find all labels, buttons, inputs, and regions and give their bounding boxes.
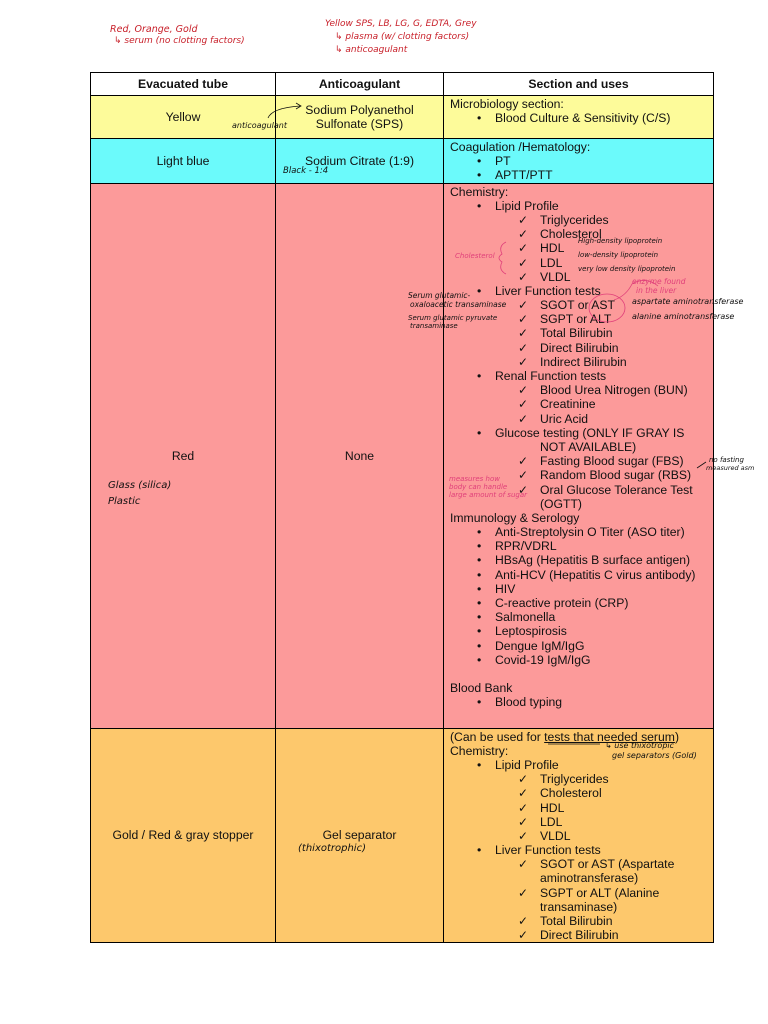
use-bullet-item xyxy=(450,843,713,857)
use-bullet-item xyxy=(450,168,713,182)
use-text: NOT AVAILABLE) xyxy=(540,439,637,454)
section-heading xyxy=(450,185,713,199)
note-black-ratio: Black - 1:4 xyxy=(283,166,329,176)
use-bullet-item xyxy=(450,426,713,440)
use-text: (Can be used for xyxy=(450,729,545,744)
use-text: Total Bilirubin xyxy=(540,914,613,928)
use-text: Triglycerides xyxy=(540,772,609,787)
anticoagulant-none: None xyxy=(276,183,444,728)
use-text: Glucose testing (ONLY IF GRAY IS xyxy=(495,425,685,440)
anticoagulant-citrate: Sodium Citrate (1:9) xyxy=(276,139,444,184)
uses-yellow xyxy=(444,96,714,139)
use-text: transaminase) xyxy=(540,899,618,914)
use-check-item xyxy=(450,801,713,815)
use-text: Lipid Profile xyxy=(495,198,559,213)
anticoagulant-sps-line2: Sulfonate (SPS) xyxy=(315,117,404,131)
use-text: Indirect Bilirubin xyxy=(540,354,627,369)
use-text: Liver Function tests xyxy=(495,283,601,298)
use-text: Coagulation /Hematology: xyxy=(450,140,591,154)
use-text: SGPT or ALT xyxy=(540,312,612,327)
tube-gold: Gold / Red & gray stopper xyxy=(91,728,276,943)
use-text: Uric Acid xyxy=(540,411,589,426)
use-text: LDL xyxy=(540,814,563,829)
note-ogtt-1: measures how xyxy=(449,475,500,483)
use-text: Blood Urea Nitrogen (BUN) xyxy=(540,383,688,398)
use-text: Direct Bilirubin xyxy=(540,340,619,355)
use-text: Lipid Profile xyxy=(495,757,559,772)
note-anticoagulant-arrow: anticoagulant xyxy=(232,121,288,130)
use-text: Liver Function tests xyxy=(495,843,601,858)
use-text: Anti-HCV (Hepatitis C virus antibody) xyxy=(495,567,696,582)
use-check-item xyxy=(450,857,713,871)
section-heading xyxy=(450,681,713,695)
note-ldl: low-density lipoprotein xyxy=(578,251,659,259)
use-check-item xyxy=(450,412,713,426)
note-sgot-2: oxaloacetic transaminase xyxy=(410,300,507,309)
note-sgpt-1: Serum glutamic pyruvate xyxy=(408,314,498,322)
use-check-item xyxy=(450,871,713,885)
use-text: LDL xyxy=(540,255,563,270)
use-bullet-item xyxy=(450,525,713,539)
note-sgot-1: Serum glutamic- xyxy=(408,291,471,300)
header-section-uses: Section and uses xyxy=(444,73,714,96)
note-enzyme-1: enzyme found xyxy=(632,277,686,286)
use-check-item xyxy=(450,213,713,227)
use-text: Chemistry: xyxy=(450,743,509,758)
use-text: Triglycerides xyxy=(540,212,609,227)
use-text: RPR/VDRL xyxy=(495,539,557,554)
use-check-item xyxy=(450,355,713,369)
row-yellow xyxy=(91,96,714,139)
note-red-material-2: Plastic xyxy=(108,496,141,507)
use-text: C-reactive protein (CRP) xyxy=(495,596,629,610)
use-bullet-item xyxy=(450,624,713,638)
use-check-item xyxy=(450,772,713,786)
use-check-item xyxy=(450,886,713,900)
use-text-after: ) xyxy=(674,729,679,744)
use-text: PT xyxy=(495,154,511,169)
note-gel-2: gel separators (Gold) xyxy=(612,751,697,760)
use-text: Creatinine xyxy=(540,397,596,412)
use-text: HBsAg (Hepatitis B surface antigen) xyxy=(495,553,691,568)
use-text: VLDL xyxy=(540,828,571,843)
use-text: Microbiology section: xyxy=(450,97,564,111)
use-text: Renal Function tests xyxy=(495,369,607,383)
use-text: Direct Bilirubin xyxy=(540,928,619,943)
note-sgpt-2: transaminase xyxy=(410,322,458,330)
header-anticoagulant: Anticoagulant xyxy=(276,73,444,96)
use-bullet-item xyxy=(450,596,713,610)
section-heading xyxy=(450,97,713,111)
use-check-item xyxy=(450,397,713,411)
use-text: Fasting Blood sugar (FBS) xyxy=(540,454,684,469)
header-row xyxy=(91,73,714,96)
use-bullet-item xyxy=(450,553,713,567)
use-bullet-item xyxy=(450,154,713,168)
use-text: aminotransferase) xyxy=(540,871,639,886)
use-bullet-item xyxy=(450,695,713,709)
anticoagulant-sps xyxy=(276,96,444,139)
use-check-item xyxy=(450,341,713,355)
use-text: HDL xyxy=(540,800,565,815)
note-gel-1: ↳ use thixotropic xyxy=(605,741,675,750)
note-vldl: very low density lipoprotein xyxy=(578,265,676,273)
use-text: (OGTT) xyxy=(540,496,582,511)
use-text: Dengue IgM/IgG xyxy=(495,638,585,653)
note-ogtt-3: large amount of sugar xyxy=(449,491,527,499)
use-check-item xyxy=(450,383,713,397)
use-bullet-item xyxy=(450,199,713,213)
note-ast: aspartate aminotransferase xyxy=(632,297,744,306)
anticoagulant-gel: Gel separator xyxy=(276,728,444,943)
section-heading xyxy=(450,140,713,154)
section-heading xyxy=(450,667,713,681)
note-plasma-tubes: Yellow SPS, LB, LG, G, EDTA, Grey xyxy=(325,19,477,29)
use-check-item xyxy=(450,326,713,340)
use-bullet-item xyxy=(450,582,713,596)
use-check-item xyxy=(450,900,713,914)
note-plasma-detail: ↳ plasma (w/ clotting factors) xyxy=(335,32,470,42)
use-text: Cholesterol xyxy=(540,227,602,242)
use-bullet-item xyxy=(450,639,713,653)
note-red-material-1: Glass (silica) xyxy=(108,480,172,491)
section-heading xyxy=(450,511,713,525)
use-text: SGOT or AST xyxy=(540,298,615,313)
note-ogtt-2: body can handle xyxy=(449,483,508,491)
use-check-item xyxy=(450,454,713,468)
use-text: Blood Bank xyxy=(450,681,513,696)
uses-light-blue xyxy=(444,139,714,184)
use-bullet-item xyxy=(450,568,713,582)
note-fasting-1: no fasting xyxy=(709,456,744,464)
use-text: Immunology & Serology xyxy=(450,510,580,525)
note-serum-tubes: Red, Orange, Gold xyxy=(110,24,198,35)
use-text: Blood typing xyxy=(495,695,563,710)
note-serum-detail: ↳ serum (no clotting factors) xyxy=(114,36,245,46)
note-cholesterol: Cholesterol xyxy=(455,252,495,260)
use-bullet-item xyxy=(450,653,713,667)
note-fasting-2: measured asm xyxy=(706,464,755,472)
use-text: Random Blood sugar (RBS) xyxy=(540,468,692,483)
note-enzyme-2: in the liver xyxy=(636,286,677,295)
use-check-item xyxy=(450,829,713,843)
use-text: Anti-Streptolysin O Titer (ASO titer) xyxy=(495,525,685,540)
row-light-blue xyxy=(91,139,714,184)
use-text: SGOT or AST (Aspartate xyxy=(540,857,675,872)
header-evacuated-tube: Evacuated tube xyxy=(91,73,276,96)
tube-light-blue: Light blue xyxy=(91,139,276,184)
use-text: Oral Glucose Tolerance Test xyxy=(540,482,693,497)
use-check-item xyxy=(450,914,713,928)
use-check-item xyxy=(450,815,713,829)
use-check-item xyxy=(450,928,713,942)
use-text: VLDL xyxy=(540,269,571,284)
note-thixotrophic: (thixotrophic) xyxy=(298,843,366,854)
use-bullet-item xyxy=(450,111,713,125)
use-text: HIV xyxy=(495,581,516,596)
use-text: Leptospirosis xyxy=(495,624,567,639)
use-bullet-item xyxy=(450,369,713,383)
use-text: HDL xyxy=(540,241,565,256)
note-hdl: High-density lipoprotein xyxy=(578,237,663,245)
use-text: Salmonella xyxy=(495,610,556,625)
use-check-item xyxy=(450,786,713,800)
tube-red: Red xyxy=(91,183,276,728)
use-text: Chemistry: xyxy=(450,184,509,199)
use-text: Cholesterol xyxy=(540,786,602,801)
use-check-item xyxy=(450,440,713,454)
tube-table xyxy=(90,72,714,943)
use-bullet-item xyxy=(450,539,713,553)
note-anticoagulant: ↳ anticoagulant xyxy=(335,45,408,55)
use-text-underlined: tests that needed serum xyxy=(544,729,675,744)
use-text: APTT/PTT xyxy=(495,168,553,183)
tube-yellow: Yellow xyxy=(91,96,276,139)
use-text: SGPT or ALT (Alanine xyxy=(540,885,660,900)
use-text: Covid-19 IgM/IgG xyxy=(495,652,591,667)
anticoagulant-sps-line1: Sodium Polyanethol xyxy=(305,103,414,117)
use-bullet-item xyxy=(450,610,713,624)
note-alt: alanine aminotransferase xyxy=(632,312,735,321)
use-text: Blood Culture & Sensitivity (C/S) xyxy=(495,111,671,126)
use-text: Total Bilirubin xyxy=(540,326,613,341)
